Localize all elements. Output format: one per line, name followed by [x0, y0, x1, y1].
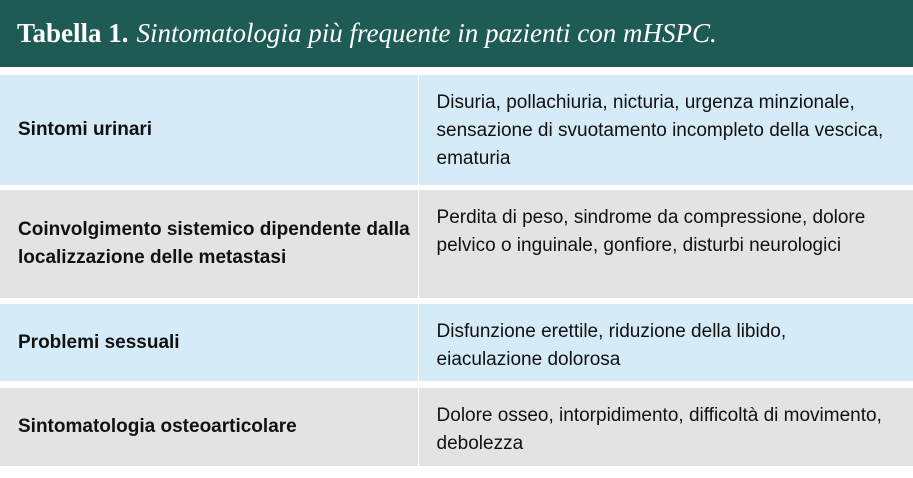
table-row — [0, 304, 913, 381]
category-cell — [0, 304, 418, 381]
category-text: Problemi sessuali — [18, 331, 180, 353]
symptoms-cell: Disuria, pollachiuria, nicturia, urgenza minzionale, sensazione di svuotamento incompleto della vescica, ematuria — [419, 75, 913, 185]
table-row — [0, 75, 913, 185]
category-text: Sintomatologia osteoarticolare — [18, 416, 297, 437]
table-caption: Sintomatologia più frequente in pazienti con mHSPC. — [136, 18, 717, 48]
table-row — [0, 388, 913, 466]
category-cell — [0, 190, 418, 298]
category-text: Coinvolgimento sistemico dipendente dalla localizzazione delle metastasi — [18, 219, 410, 268]
symptoms-cell: Perdita di peso, sindrome da compressione, dolore pelvico o inguinale, gonfiore, disturbi neurologici — [419, 190, 913, 298]
symptoms-cell: Disfunzione erettile, riduzione della libido, eiaculazione dolorosa — [419, 304, 913, 381]
table-row — [0, 190, 913, 298]
table-label: Tabella 1. — [17, 18, 129, 48]
category-cell — [0, 388, 418, 466]
category-cell — [0, 75, 418, 185]
table-header — [0, 0, 913, 67]
symptoms-cell: Dolore osseo, intorpidimento, difficoltà di movimento, debolezza — [419, 388, 913, 466]
category-text: Sintomi urinari — [18, 119, 153, 140]
